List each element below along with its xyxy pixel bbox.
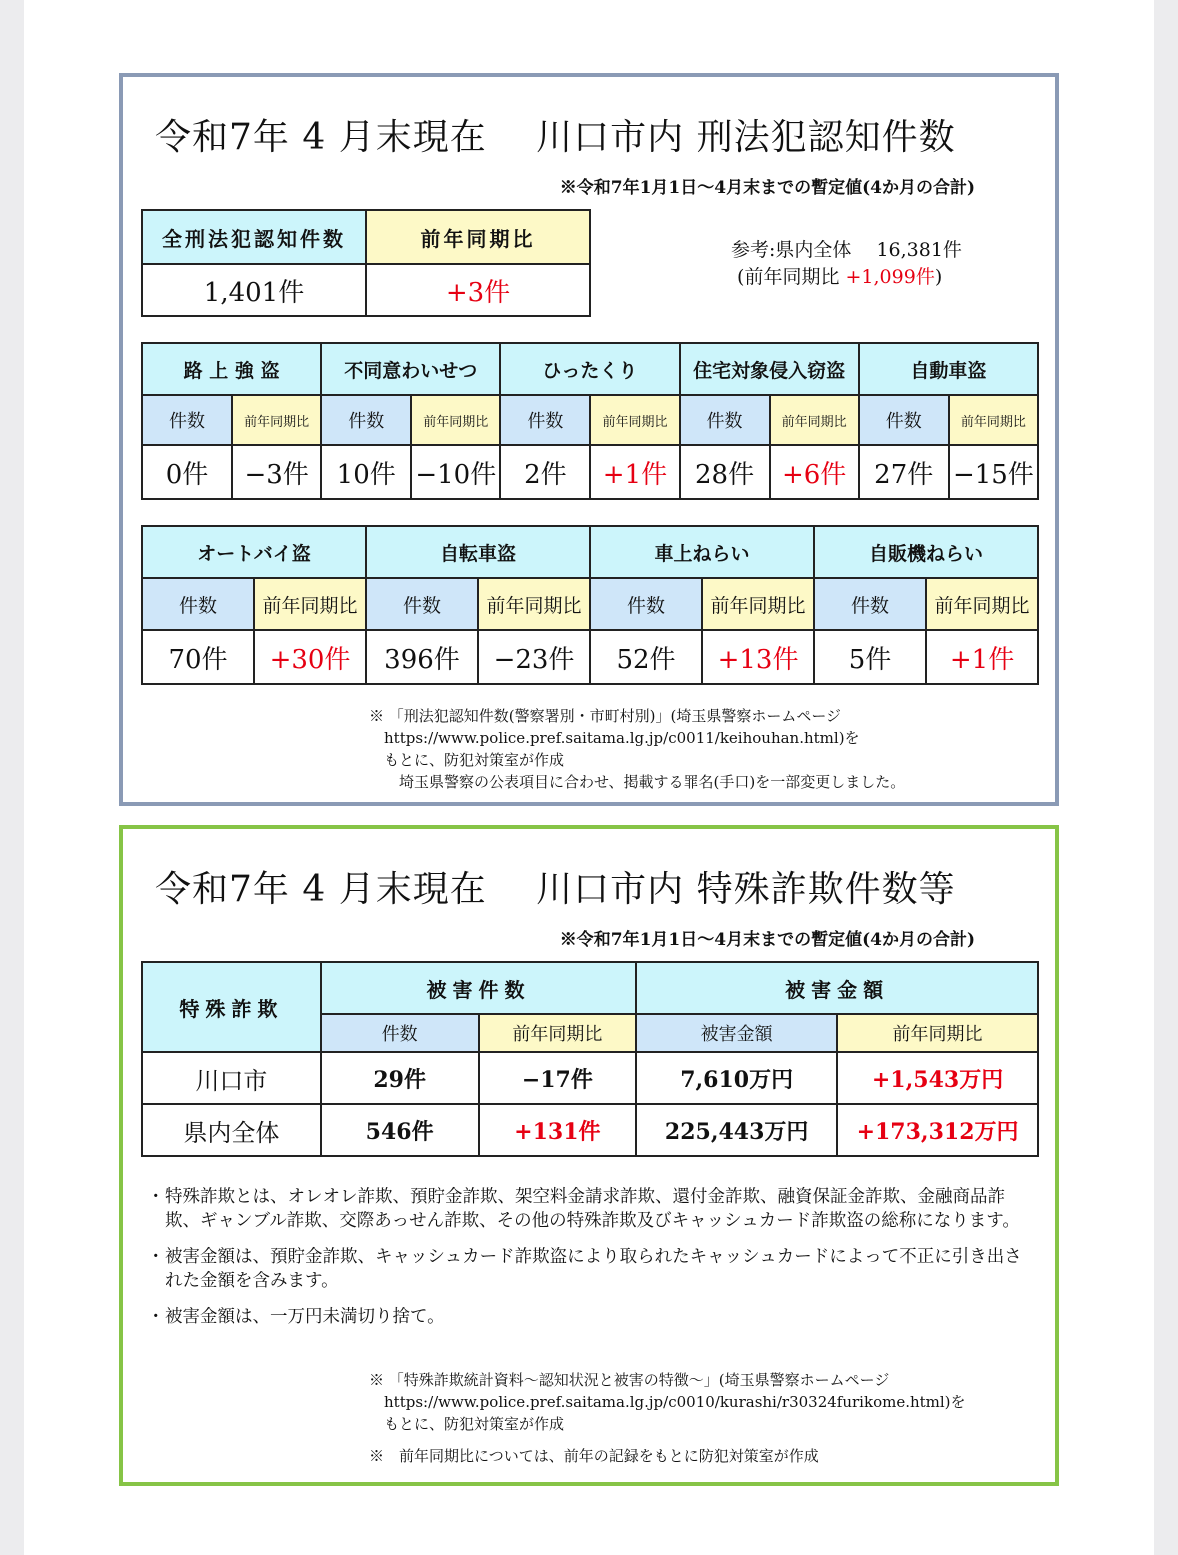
fraud-notes	[147, 1185, 1037, 1341]
note-item: ・ 被害金額は、一万円未満切り捨て。	[147, 1307, 445, 1327]
fraud-count: 29件	[321, 1052, 479, 1104]
yoy-label: 前年同期比	[949, 395, 1038, 445]
yoy-label: 前年同期比	[411, 395, 500, 445]
crime-stats-panel	[119, 73, 1059, 806]
crime-count: 10件	[321, 445, 411, 499]
note-text: 被害金額は、一万円未満切り捨て。	[165, 1307, 445, 1327]
source-line: もとに、防犯対策室が作成	[369, 1415, 565, 1433]
fraud-amount: 7,610万円	[636, 1052, 837, 1104]
total-crime-table	[141, 209, 591, 317]
crime-count: 5件	[814, 630, 926, 684]
source-line: ※ 「特殊詐欺統計資料～認知状況と被害の特徴～」(埼玉県警察ホームページ	[369, 1371, 890, 1389]
count-label: 件数	[142, 395, 232, 445]
total-yoy-header: 前年同期比	[366, 210, 590, 264]
yoy-label: 前年同期比	[702, 578, 814, 630]
crime-yoy: +30件	[254, 630, 366, 684]
fraud-amount-header: 被害金額	[636, 962, 1038, 1014]
count-label: 件数	[680, 395, 770, 445]
crime-yoy: −10件	[411, 445, 500, 499]
crime-name: ひったくり	[500, 343, 679, 395]
count-label: 件数	[590, 578, 702, 630]
count-label: 件数	[859, 395, 949, 445]
fraud-cases-header: 被害件数	[321, 962, 636, 1014]
source-line: もとに、防犯対策室が作成	[369, 751, 565, 769]
crime-type-table-1	[141, 342, 1039, 500]
fraud-period-note: ※令和7年1月1日～4月末までの暫定値(4か月の合計)	[559, 930, 975, 950]
crime-yoy: −3件	[232, 445, 321, 499]
yoy-label: 前年同期比	[478, 578, 590, 630]
fraud-row-label: 県内全体	[142, 1104, 321, 1156]
crime-title: 令和7年 4 月末現在 川口市内 刑法犯認知件数	[155, 117, 956, 158]
crime-count: 28件	[680, 445, 770, 499]
note-item: ・ 特殊詐欺とは、オレオレ詐欺、預貯金詐欺、架空料金請求詐欺、還付金詐欺、融資保証金詐欺、金融商品詐欺、ギャンブル詐欺、交際あっせん詐欺、その他の特殊詐欺及びキャッシュカード詐欺盗の総称になります。	[147, 1185, 1037, 1233]
fraud-table	[141, 961, 1039, 1157]
crime-count: 2件	[500, 445, 590, 499]
yoy-label: 前年同期比	[254, 578, 366, 630]
fraud-row-label: 川口市	[142, 1052, 321, 1104]
note-text: 被害金額は、預貯金詐欺、キャッシュカード詐欺盗により取られたキャッシュカードによって不正に引き出された金額を含みます。	[165, 1247, 1022, 1291]
source-line: https://www.police.pref.saitama.lg.jp/c0010/kurashi/r30324furikome.html)を	[369, 1393, 966, 1411]
crime-name: 住宅対象侵入窃盗	[680, 343, 859, 395]
fraud-row-header: 特殊詐欺	[142, 962, 321, 1052]
reference-prefix: (前年同期比	[737, 266, 846, 288]
source-line: ※ 前年同期比については、前年の記録をもとに防犯対策室が作成	[369, 1447, 819, 1465]
fraud-amount: 225,443万円	[636, 1104, 837, 1156]
yoy-label: 前年同期比	[926, 578, 1038, 630]
crime-name: 車上ねらい	[590, 526, 814, 578]
source-line: 埼玉県警察の公表項目に合わせ、掲載する罪名(手口)を一部変更しました。	[369, 773, 906, 791]
reference-yoy: +1,099件	[845, 266, 935, 288]
source-line: https://www.police.pref.saitama.lg.jp/c0011/keihouhan.html)を	[369, 729, 860, 747]
reference-line2	[731, 264, 962, 291]
fraud-stats-panel	[119, 825, 1059, 1486]
crime-source-note	[369, 705, 905, 793]
fraud-count-yoy: −17件	[479, 1052, 637, 1104]
crime-yoy: +1件	[590, 445, 679, 499]
note-item: ・ 被害金額は、預貯金詐欺、キャッシュカード詐欺盗により取られたキャッシュカードによって不正に引き出された金額を含みます。	[147, 1245, 1037, 1293]
crime-name: オートバイ盗	[142, 526, 366, 578]
reference-suffix: )	[934, 266, 943, 288]
count-label: 件数	[500, 395, 590, 445]
reference-line1: 参考:県内全体 16,381件	[731, 239, 962, 261]
note-text: 特殊詐欺とは、オレオレ詐欺、預貯金詐欺、架空料金請求詐欺、還付金詐欺、融資保証金詐欺、金融商品詐欺、ギャンブル詐欺、交際あっせん詐欺、その他の特殊詐欺及びキャッシュカード詐欺盗の総称になります。	[165, 1187, 1020, 1231]
crime-count: 52件	[590, 630, 702, 684]
total-yoy-value: +3件	[366, 264, 590, 316]
fraud-amount-yoy: +173,312万円	[837, 1104, 1038, 1156]
yoy-label: 前年同期比	[770, 395, 859, 445]
count-label: 件数	[142, 578, 254, 630]
crime-yoy: +13件	[702, 630, 814, 684]
crime-name: 自動車盗	[859, 343, 1038, 395]
fraud-title: 令和7年 4 月末現在 川口市内 特殊詐欺件数等	[155, 869, 956, 910]
fraud-yoy-label: 前年同期比	[479, 1014, 637, 1052]
crime-name: 自転車盗	[366, 526, 590, 578]
crime-count: 27件	[859, 445, 949, 499]
count-label: 件数	[814, 578, 926, 630]
fraud-amount-yoy-label: 前年同期比	[837, 1014, 1038, 1052]
fraud-amount-yoy: +1,543万円	[837, 1052, 1038, 1104]
prefecture-reference	[731, 237, 962, 291]
crime-yoy: +6件	[770, 445, 859, 499]
fraud-source-note	[369, 1369, 966, 1467]
yoy-label: 前年同期比	[590, 395, 679, 445]
crime-name: 路 上 強 盗	[142, 343, 321, 395]
crime-type-table-2	[141, 525, 1039, 685]
count-label: 件数	[321, 395, 411, 445]
crime-period-note: ※令和7年1月1日～4月末までの暫定値(4か月の合計)	[559, 178, 975, 198]
crime-yoy: +1件	[926, 630, 1038, 684]
crime-yoy: −15件	[949, 445, 1038, 499]
source-line: ※ 「刑法犯認知件数(警察署別・市町村別)」(埼玉県警察ホームページ	[369, 707, 842, 725]
fraud-count: 546件	[321, 1104, 479, 1156]
yoy-label: 前年同期比	[232, 395, 321, 445]
crime-count: 70件	[142, 630, 254, 684]
crime-name: 自販機ねらい	[814, 526, 1038, 578]
fraud-count-label: 件数	[321, 1014, 479, 1052]
crime-yoy: −23件	[478, 630, 590, 684]
fraud-count-yoy: +131件	[479, 1104, 637, 1156]
count-label: 件数	[366, 578, 478, 630]
total-header: 全刑法犯認知件数	[142, 210, 366, 264]
total-value: 1,401件	[142, 264, 366, 316]
crime-name: 不同意わいせつ	[321, 343, 500, 395]
fraud-amount-label: 被害金額	[636, 1014, 837, 1052]
crime-count: 0件	[142, 445, 232, 499]
crime-count: 396件	[366, 630, 478, 684]
